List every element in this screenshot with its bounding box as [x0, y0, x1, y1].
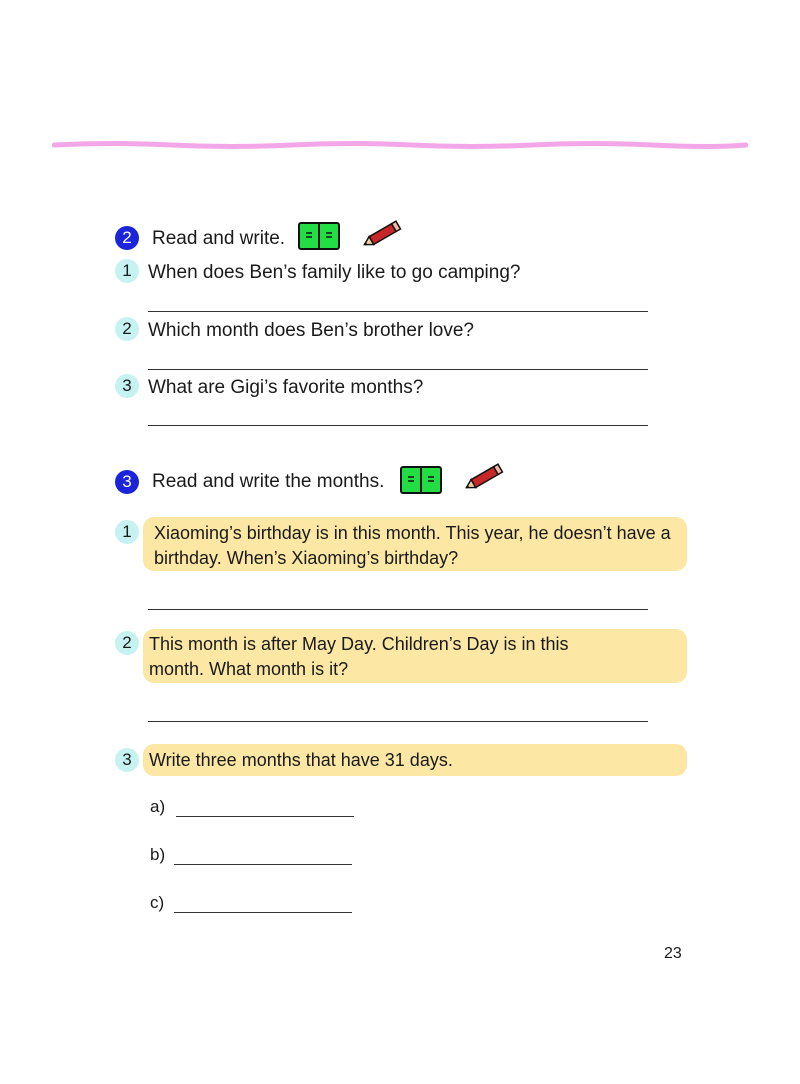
section-number: 2	[115, 226, 139, 250]
section-title: Read and write the months.	[152, 471, 385, 492]
question-number: 3	[115, 374, 139, 398]
answer-line-c[interactable]	[174, 912, 352, 913]
option-label-a: a)	[150, 797, 166, 816]
question-text: Which month does Ben’s brother love?	[148, 320, 474, 341]
section-title: Read and write.	[152, 228, 286, 249]
question-text-line: Write three months that have 31 days.	[149, 750, 453, 770]
question-text-line: This month is after May Day. Children’s Day is in this	[149, 634, 569, 654]
answer-line[interactable]	[148, 425, 648, 426]
question-number: 3	[115, 748, 139, 772]
page-number: 23	[664, 945, 682, 962]
option-label-b: b)	[150, 845, 166, 864]
answer-line[interactable]	[148, 721, 648, 722]
book-icon	[298, 222, 340, 250]
answer-line-a[interactable]	[176, 816, 354, 817]
question-text-line: month. What month is it?	[149, 659, 349, 679]
question-number: 2	[115, 317, 139, 341]
question-text-line: birthday. When’s Xiaoming’s birthday?	[154, 548, 459, 568]
section-number: 3	[115, 470, 139, 494]
question-number: 1	[115, 259, 139, 283]
question-box	[143, 629, 687, 683]
answer-line[interactable]	[148, 311, 648, 312]
question-number: 1	[115, 520, 139, 544]
question-number: 2	[115, 631, 139, 655]
question-text: What are Gigi’s favorite months?	[148, 377, 424, 398]
pencil-icon	[360, 220, 404, 250]
answer-line[interactable]	[148, 369, 648, 370]
question-box	[143, 517, 687, 571]
answer-line[interactable]	[148, 609, 648, 610]
question-text-line: Xiaoming’s birthday is in this month. This year, he doesn’t have a	[154, 523, 671, 543]
question-text: When does Ben’s family like to go camping?	[148, 262, 521, 283]
book-icon	[400, 466, 442, 494]
question-box	[143, 744, 687, 776]
header-rule	[52, 140, 748, 150]
option-label-c: c)	[150, 893, 165, 912]
pencil-icon	[462, 463, 506, 493]
answer-line-b[interactable]	[174, 864, 352, 865]
